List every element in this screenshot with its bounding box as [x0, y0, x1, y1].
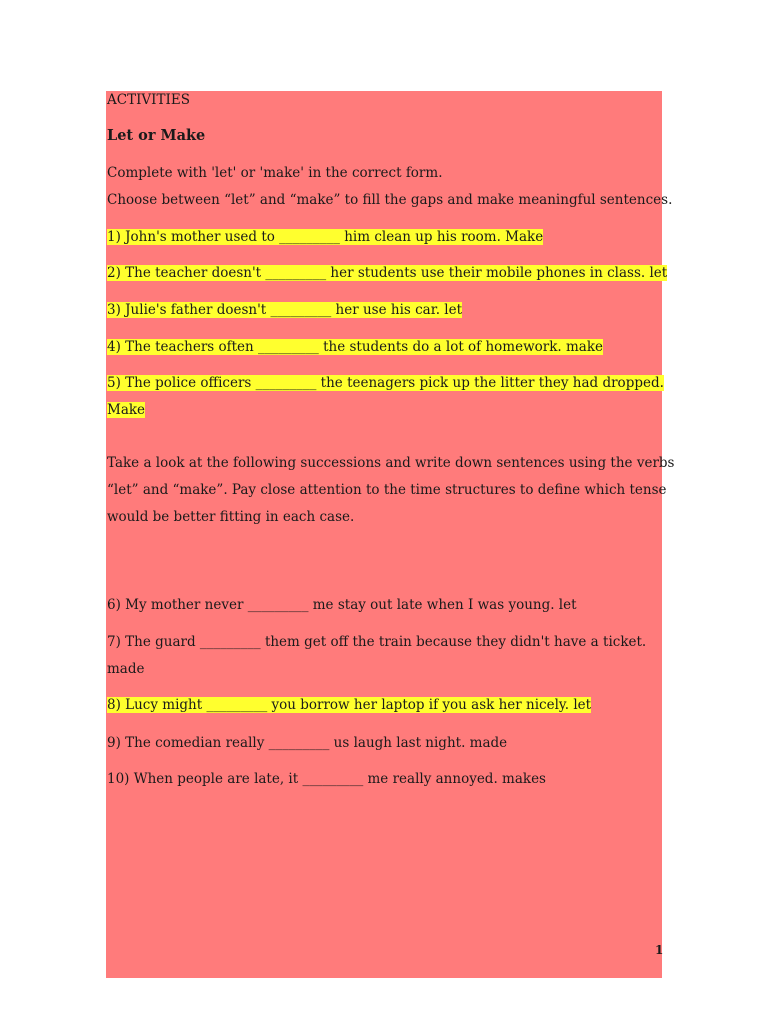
exercise-item-8: [107, 696, 591, 714]
exercise-item-7-answer: made: [107, 661, 145, 677]
exercise-item-3: [107, 301, 462, 319]
exercise-item-5-answer: [107, 401, 145, 419]
exercise-text: 8) Lucy might _________ you borrow her laptop if you ask her nicely. let: [107, 697, 592, 713]
instruction-line: Complete with 'let' or 'make' in the correct form.: [107, 165, 443, 181]
paragraph-line: would be better fitting in each case.: [107, 509, 355, 525]
exercise-item-5: [107, 374, 664, 392]
exercise-text: 1) John's mother used to _________ him clean up his room. Make: [107, 229, 544, 245]
document-page: [106, 91, 662, 978]
document-title: Let or Make: [107, 127, 206, 144]
exercise-item-7: 7) The guard _________ them get off the train because they didn't have a ticket.: [107, 634, 647, 650]
exercise-text: 3) Julie's father doesn't _________ her use his car. let: [107, 302, 463, 318]
exercise-item-6: 6) My mother never _________ me stay out late when I was young. let: [107, 597, 577, 613]
exercise-item-1: [107, 228, 543, 246]
exercise-item-2: [107, 264, 667, 282]
exercise-item-9: 9) The comedian really _________ us laugh last night. made: [107, 735, 508, 751]
page-number: 1: [655, 943, 664, 957]
exercise-text: 4) The teachers often _________ the students do a lot of homework. make: [107, 339, 603, 355]
exercise-text: Make: [107, 402, 146, 418]
paragraph-line: “let” and “make”. Pay close attention to the time structures to define which tense: [107, 482, 667, 498]
exercise-text: 2) The teacher doesn't _________ her students use their mobile phones in class. let: [107, 265, 668, 281]
instruction-line: Choose between “let” and “make” to fill the gaps and make meaningful sentences.: [107, 192, 673, 208]
section-label: ACTIVITIES: [107, 92, 190, 108]
exercise-text: 5) The police officers _________ the teenagers pick up the litter they had dropped.: [107, 375, 664, 391]
paragraph-line: Take a look at the following successions and write down sentences using the verbs: [107, 455, 675, 471]
exercise-item-10: 10) When people are late, it _________ me really annoyed. makes: [107, 771, 546, 787]
exercise-item-4: [107, 338, 603, 356]
